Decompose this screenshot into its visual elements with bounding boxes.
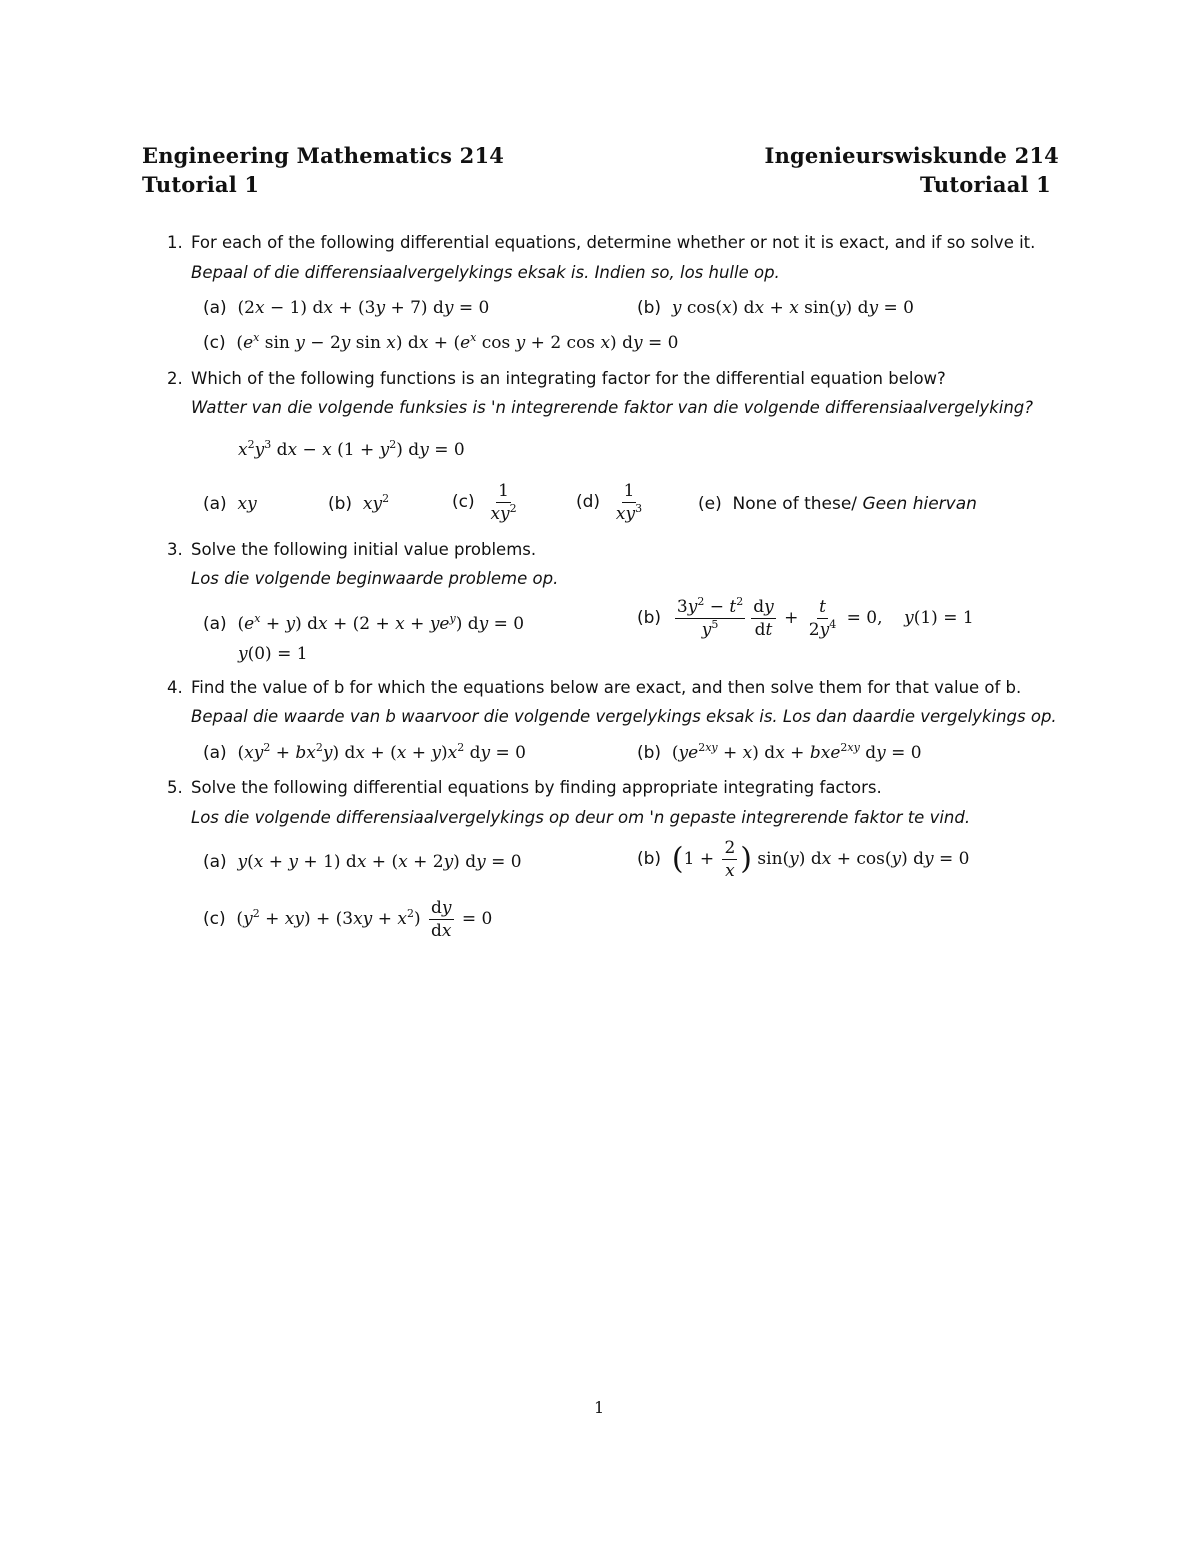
page-number: 1 bbox=[594, 1398, 605, 1417]
part-label: (a) bbox=[203, 743, 227, 763]
fraction: $\frac{t}{2y^4}$ bbox=[808, 597, 837, 640]
question-text-en: Solve the following initial value problems. bbox=[191, 540, 537, 559]
part-label: (c) bbox=[203, 909, 226, 929]
course-title-af: Ingenieurswiskunde 214 bbox=[764, 143, 1059, 168]
part-label: (d) bbox=[576, 492, 601, 512]
equation-4a: (a) $(xy^2 + bx^2y)$ dx + $(x + y)x^2$ dy = 0 bbox=[203, 741, 526, 763]
part-label: (b) bbox=[637, 849, 662, 869]
option-text-af: Geen hiervan bbox=[862, 494, 977, 514]
option-2b: (b) $xy^2$ bbox=[328, 492, 390, 514]
option-2e bbox=[698, 494, 977, 514]
question-text-en: Which of the following functions is an integrating factor for the differential equation below? bbox=[191, 369, 946, 388]
question-text-af: Los die volgende differensiaalvergelykings op deur om 'n gepaste integrerende faktor te vind. bbox=[191, 808, 971, 827]
tutorial-title-af: Tutoriaal 1 bbox=[919, 172, 1051, 197]
part-label: (a) bbox=[203, 298, 227, 318]
option-2a: (a) xy bbox=[203, 494, 257, 514]
initial-condition-3a: y(0) = 1 bbox=[238, 644, 308, 664]
question-number: 2. bbox=[167, 369, 183, 388]
part-label: (a) bbox=[203, 494, 227, 514]
equation-4b: (b) $(ye^{2xy} + x)$ dx + bxe$^{2xy}$ dy = 0 bbox=[637, 741, 922, 763]
question-text-af: Watter van die volgende funksies is 'n integrerende faktor van die volgende differensiaalvergelyking? bbox=[191, 398, 1034, 417]
fraction: $\frac{1}{xy^2}$ bbox=[490, 481, 517, 524]
question-number: 3. bbox=[167, 540, 183, 559]
fraction: $\frac{dy}{dx}$ bbox=[431, 898, 452, 941]
equation-2: $x^2y^3$ dx − x $(1 + y^2)$ dy = 0 bbox=[238, 438, 465, 460]
option-2c bbox=[452, 481, 522, 524]
equation-1b: (b) y cos(x) dx + x sin(y) dy = 0 bbox=[637, 298, 914, 318]
question-text-en: For each of the following differential equations, determine whether or not it is exact, and if so solve it. bbox=[191, 233, 1036, 252]
question-text-en: Find the value of b for which the equations below are exact, and then solve them for that value of b. bbox=[191, 678, 1022, 697]
equation-1c: (c) ($e^x$ sin y − 2y sin x) dx + ($e^x$ cos y + 2 cos x) dy = 0 bbox=[203, 331, 679, 353]
question-text-af: Bepaal die waarde van b waarvoor die volgende vergelykings eksak is. Los dan daardie vergelykings op. bbox=[191, 707, 1057, 726]
part-label: (b) bbox=[637, 298, 662, 318]
tutorial-title-en: Tutorial 1 bbox=[142, 172, 260, 197]
question-text-en: Solve the following differential equations by finding appropriate integrating factors. bbox=[191, 778, 882, 797]
part-label: (a) bbox=[203, 852, 227, 872]
fraction: $\frac{2}{x}$ bbox=[724, 838, 736, 881]
part-label: (b) bbox=[637, 608, 662, 628]
part-label: (e) bbox=[698, 494, 722, 514]
part-label: (a) bbox=[203, 614, 227, 634]
equation-3b: (b) $\frac{3y^2 - t^2}{y^5}$ $\frac{dy}{dt}$ + $\frac{t}{2y^4}$ = 0, y(1) = 1 bbox=[637, 595, 974, 640]
part-label: (b) bbox=[328, 494, 353, 514]
course-title-en: Engineering Mathematics 214 bbox=[142, 143, 505, 168]
question-number: 1. bbox=[167, 233, 183, 252]
option-2d bbox=[576, 481, 647, 524]
equation-5a: (a) y(x + y + 1) dx + (x + 2y) dy = 0 bbox=[203, 852, 522, 872]
equation-5b: (b) (1 + $\frac{2}{x}$ ) sin(y) dx + cos(y) dy = 0 bbox=[637, 838, 970, 881]
question-text-af: Los die volgende beginwaarde probleme op. bbox=[191, 569, 559, 588]
fraction: $\frac{dy}{dt}$ bbox=[753, 597, 774, 640]
equation-1a: (a) (2x − 1) dx + (3y + 7) dy = 0 bbox=[203, 298, 490, 318]
equation-5c: (c) $(y^2 + xy) + (3xy + x^2)$ $\frac{dy}{dx}$ = 0 bbox=[203, 898, 493, 941]
part-label: (b) bbox=[637, 743, 662, 763]
question-number: 4. bbox=[167, 678, 183, 697]
question-text-af: Bepaal of die differensiaalvergelykings eksak is. Indien so, los hulle op. bbox=[191, 263, 780, 282]
question-number: 5. bbox=[167, 778, 183, 797]
equation-3a: (a) $(e^x + y)$ dx + $(2 + x + ye^y)$ dy = 0 bbox=[203, 612, 525, 634]
part-label: (c) bbox=[452, 492, 475, 512]
part-label: (c) bbox=[203, 333, 226, 353]
option-text-en: None of these/ bbox=[732, 494, 858, 514]
fraction: $\frac{1}{xy^3}$ bbox=[615, 481, 643, 524]
fraction: $\frac{3y^2 - t^2}{y^5}$ bbox=[676, 595, 744, 640]
